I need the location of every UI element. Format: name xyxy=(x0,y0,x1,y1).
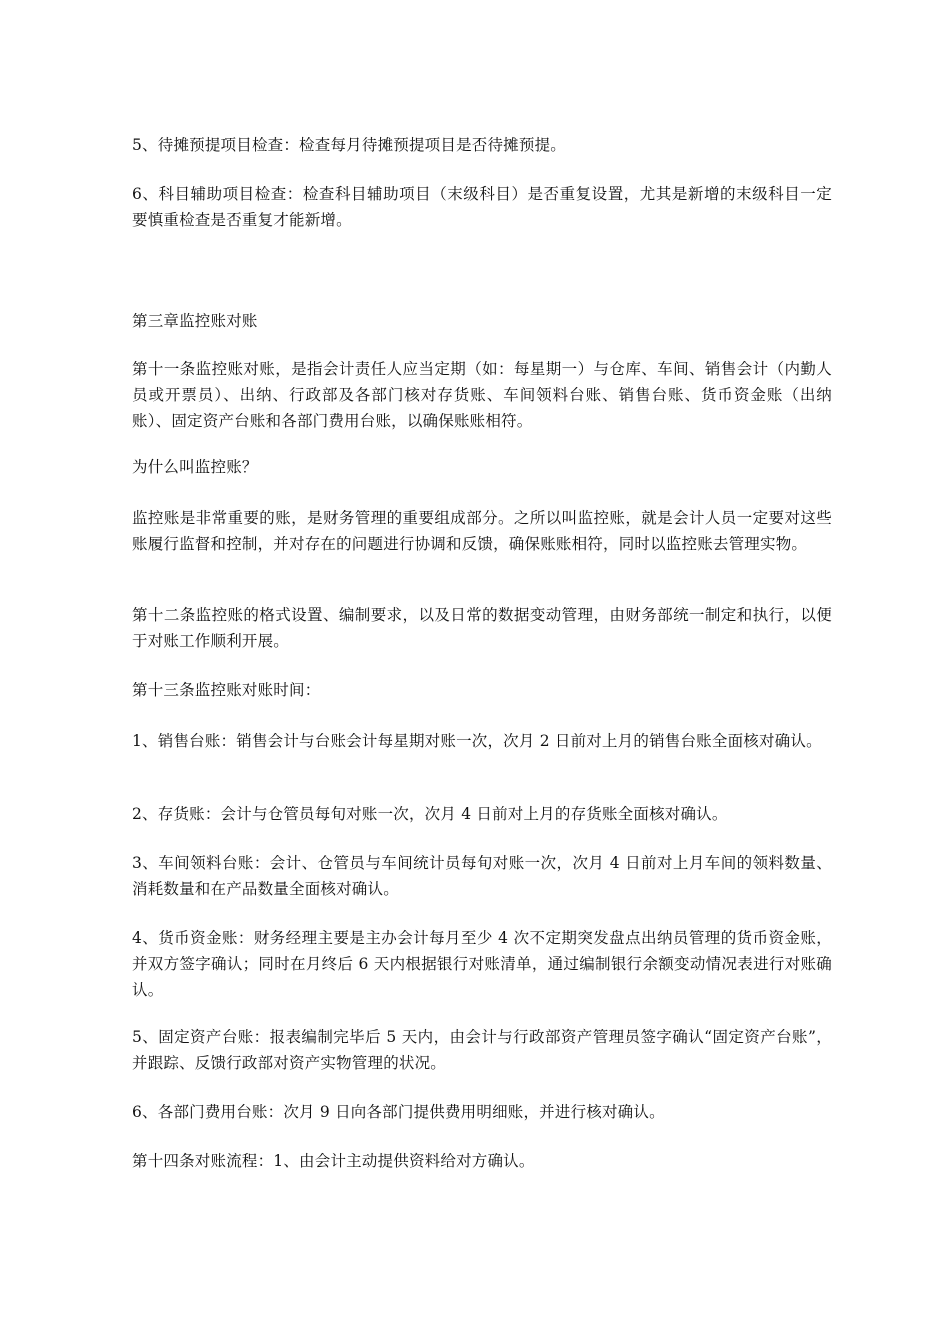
paragraph-explanation: 监控账是非常重要的账，是财务管理的重要组成部分。之所以叫监控账，就是会计人员一定要对这些账履行监督和控制，并对存在的问题进行协调和反馈，确保账账相符，同时以监控账去管理实物。 xyxy=(132,509,832,553)
paragraph-article-13: 第十三条监控账对账时间： xyxy=(132,681,321,699)
paragraph-question: 为什么叫监控账？ xyxy=(132,458,258,476)
paragraph-sales-ledger: 1、销售台账：销售会计与台账会计每星期对账一次，次月 2 日前对上月的销售台账全面核对确认。 xyxy=(132,732,822,750)
paragraph-workshop-ledger: 3、车间领料台账：会计、仓管员与车间统计员每旬对账一次，次月 4 日前对上月车间的领料数量、消耗数量和在产品数量全面核对确认。 xyxy=(132,854,832,898)
paragraph-cash-ledger: 4、货币资金账：财务经理主要是主办会计每月至少 4 次不定期突发盘点出纳员管理的货币资金账，并双方签字确认；同时在月终后 6 天内根据银行对账清单，通过编制银行余额变动情况表进行对账确认。 xyxy=(132,929,832,999)
chapter-heading: 第三章监控账对账 xyxy=(132,312,258,330)
paragraph-department-expenses: 6、各部门费用台账：次月 9 日向各部门提供费用明细账，并进行核对确认。 xyxy=(132,1103,665,1121)
paragraph-subsidiary-check: 6、科目辅助项目检查：检查科目辅助项目（末级科目）是否重复设置，尤其是新增的末级科目一定要慎重检查是否重复才能新增。 xyxy=(132,185,832,229)
paragraph-inventory-ledger: 2、存货账：会计与仓管员每旬对账一次，次月 4 日前对上月的存货账全面核对确认。 xyxy=(132,805,728,823)
paragraph-article-12: 第十二条监控账的格式设置、编制要求，以及日常的数据变动管理，由财务部统一制定和执行，以便于对账工作顺利开展。 xyxy=(132,606,832,650)
paragraph-article-11: 第十一条监控账对账，是指会计责任人应当定期（如：每星期一）与仓库、车间、销售会计（内勤人员或开票员）、出纳、行政部及各部门核对存货账、车间领料台账、销售台账、货币资金账（出纳账）、固定资产台账和各部门费用台账，以确保账账相符。 xyxy=(132,360,832,430)
paragraph-prepaid-check: 5、待摊预提项目检查：检查每月待摊预提项目是否待摊预提。 xyxy=(132,136,566,154)
paragraph-article-14: 第十四条对账流程：1、由会计主动提供资料给对方确认。 xyxy=(132,1152,535,1170)
paragraph-fixed-assets: 5、固定资产台账：报表编制完毕后 5 天内，由会计与行政部资产管理员签字确认“固定资产台账”，并跟踪、反馈行政部对资产实物管理的状况。 xyxy=(132,1028,832,1072)
